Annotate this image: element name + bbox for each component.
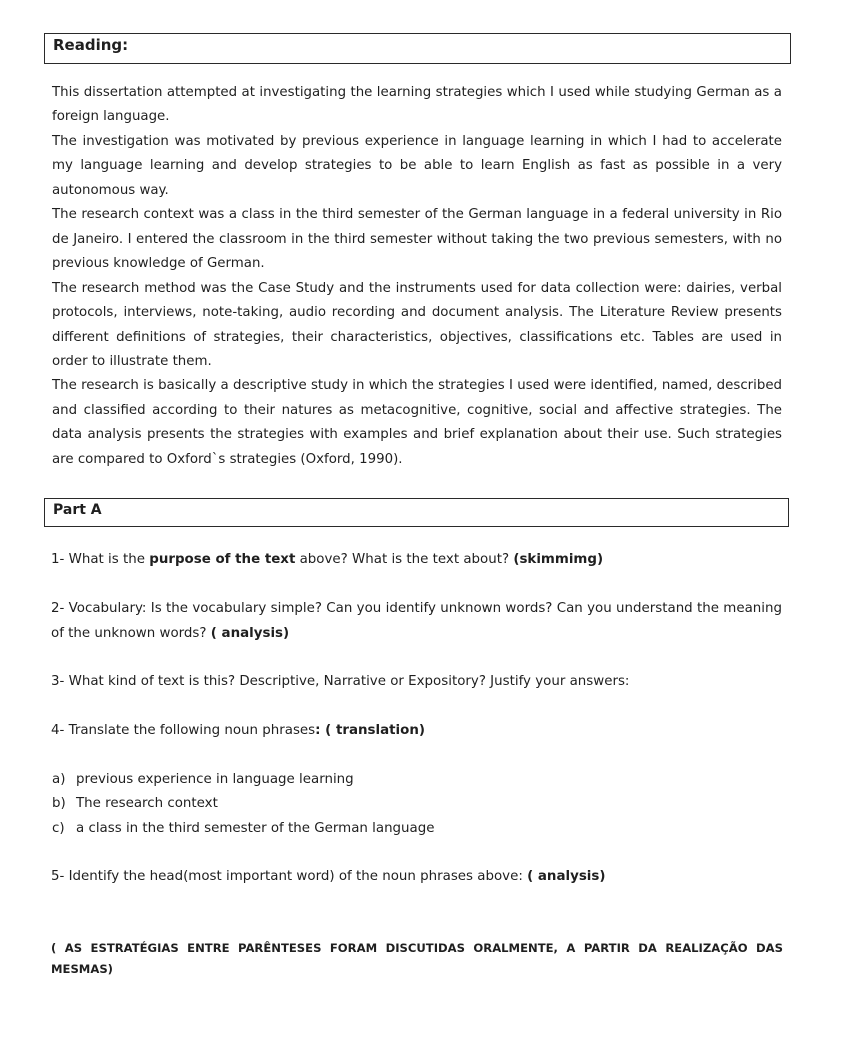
list-item-text: The research context [76, 796, 218, 811]
question-3-text: 3- What kind of text is this? Descriptive, Narrative or Expository? Justify your answers: [51, 674, 630, 689]
list-item-letter: a) [52, 772, 66, 787]
question-1-tag: (skimmimg) [513, 552, 604, 567]
question-4-text: 4- Translate the following noun phrases [51, 723, 316, 738]
question-3 [51, 670, 782, 695]
question-1-emphasis: purpose of the text [149, 552, 296, 567]
question-5-tag: ( analysis) [527, 869, 606, 884]
reading-paragraph: The research method was the Case Study and the instruments used for data collection were: dairies, verbal protocols, interviews, note-taking, audio recording and document analysis. The Literature Review presents different definitions of strategies, their characteristics, objectives, classifications etc. Tables are used in order to illustrate them. [52, 280, 782, 369]
reading-paragraph: The research context was a class in the third semester of the German language in a federal university in Rio de Janeiro. I entered the classroom in the third semester without taking the two previous semesters, with no previous knowledge of German. [52, 207, 782, 272]
list-item-letter: c) [52, 821, 65, 836]
reading-text [52, 81, 782, 472]
question-4 [51, 719, 782, 744]
reading-paragraph: The investigation was motivated by previous experience in language learning in which I had to accelerate my language learning and develop strategies to be able to learn English as fast as possible in a very autonomous way. [52, 133, 782, 198]
footnote: ( AS ESTRATÉGIAS ENTRE PARÊNTESES FORAM DISCUTIDAS ORALMENTE, A PARTIR DA REALIZAÇÃO DAS MESMAS) [51, 941, 783, 976]
question-1 [51, 548, 782, 573]
list-item-text: a class in the third semester of the German language [76, 821, 435, 836]
reading-heading: Reading: [53, 36, 129, 54]
reading-paragraph: This dissertation attempted at investigating the learning strategies which I used while studying German as a foreign language. [52, 85, 782, 125]
question-2 [51, 597, 782, 646]
question-2-text: 2- Vocabulary: Is the vocabulary simple? Can you identify unknown words? Can you understand the meaning of the unknown words? [51, 601, 782, 641]
list-item [52, 768, 354, 793]
question-2-tag: ( analysis) [210, 625, 290, 641]
list-item [52, 792, 218, 817]
list-item [52, 817, 434, 842]
question-1-middle: above? What is the text about? [295, 552, 514, 567]
question-5-text: 5- Identify the head(most important word) of the noun phrases above: [51, 869, 528, 884]
question-5 [51, 865, 782, 890]
part-a-heading: Part A [53, 502, 102, 518]
question-1-prefix: 1- What is the [51, 552, 150, 567]
list-item-letter: b) [52, 796, 66, 811]
list-item-text: previous experience in language learning [76, 772, 354, 787]
reading-paragraph: The research is basically a descriptive study in which the strategies I used were identified, named, described and classified according to their natures as metacognitive, cognitive, social and affective strategies. The data analysis presents the strategies with examples and brief explanation about their use. Such strategies are compared to Oxford`s strategies (Oxford, 1990). [52, 378, 782, 467]
question-4-tag: : ( translation) [315, 723, 425, 738]
reading-heading-box [44, 33, 791, 64]
part-a-heading-box [44, 498, 789, 527]
